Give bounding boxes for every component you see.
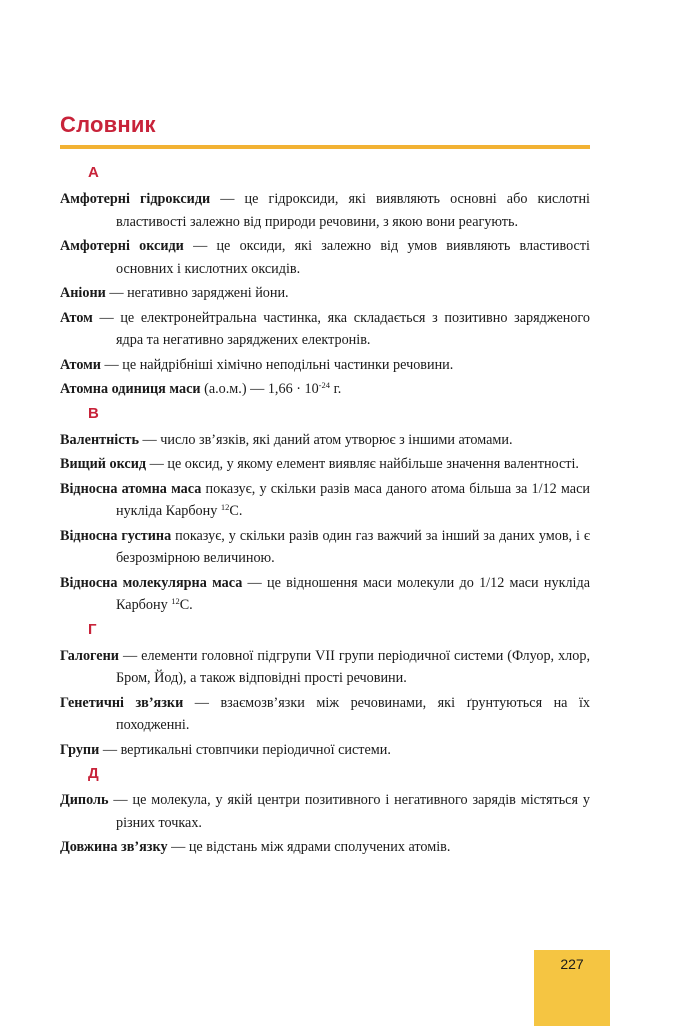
glossary-entry [60,645,590,690]
glossary-entry [60,354,590,377]
glossary-entry [60,692,590,737]
glossary-entry [60,235,590,280]
entry-definition: показує, у скільки разів один газ важчий за інший за даних умов, і є безрозмірною величиною. [116,527,590,566]
glossary-entry [60,836,590,859]
entry-term: Атоми [60,356,101,373]
entry-definition: — це оксиди, які залежно від умов виявляють властивості основних і кислотних оксидів. [116,238,590,277]
glossary-entry [60,307,590,352]
superscript: -24 [318,380,331,390]
glossary-entry [60,188,590,233]
entry-definition-tail: С. [179,597,193,613]
glossary-entry [60,282,590,305]
entry-term: Групи [60,741,100,758]
entry-definition-tail: С. [229,503,243,519]
entry-definition: — вертикальні стовпчики періодичної системи. [99,741,391,758]
entry-definition: — це молекула, у якій центри позитивного і негативного зарядів містяться у різних точках. [108,792,590,831]
entry-term: Диполь [60,792,109,808]
section-letter: В [88,404,99,422]
entry-term: Аніони [60,285,106,301]
glossary-entry [60,739,590,762]
section-letter: Г [88,620,97,638]
glossary-entry [60,789,590,834]
entry-definition: — негативно заряджені йони. [105,285,289,301]
entry-definition: — взаємозв’язки між речовинами, які ґрунтуються на їх походженні. [116,694,591,733]
page-number-tab [534,950,610,1026]
title-underline [60,145,590,149]
entry-term: Відносна атомна маса [60,480,202,497]
entry-term: Амфотерні гідроксиди [60,191,211,207]
entry-term: Атомна одиниця маси [60,381,201,397]
entry-definition: — це електронейтральна частинка, яка складається з позитивно зарядженого ядра та негативно заряджених електронів. [92,309,590,348]
glossary-content [60,160,590,861]
entry-term: Валентність [60,431,139,448]
entry-term: Довжина зв’язку [60,839,168,855]
entry-definition: — це відстань між ядрами сполучених атомів. [167,839,451,855]
entry-term: Відносна молекулярна маса [60,574,243,591]
entry-definition-tail: г. [330,381,342,397]
entry-term: Амфотерні оксиди [60,238,184,254]
page-number: 227 [560,956,584,972]
entry-term: Атом [60,309,93,326]
entry-definition: — це оксид, у якому елемент виявляє найбільше значення валентності. [146,456,579,472]
entry-definition: — це відношення маси молекули до 1/12 маси нукліда Карбону [116,574,590,613]
glossary-entry [60,429,590,452]
entry-definition: — елементи головної підгрупи VII групи періодичної системи (Флуор, хлор, Бром, Йод), а також відповідні прості речовини. [116,647,590,686]
entry-term: Відносна густина [60,527,172,544]
glossary-entry [60,572,590,617]
section-letter: А [88,164,99,181]
entry-term: Генетичні зв’язки [60,694,184,711]
superscript: 12 [220,502,230,512]
entry-term: Вищий оксид [60,456,147,472]
page-title: Словник [60,112,156,137]
superscript: 12 [171,596,180,606]
entry-definition: показує, у скільки разів маса даного атома більша за 1/12 маси нукліда Карбону [116,480,590,519]
entry-definition: (а.о.м.) — 1,66 · 10 [200,381,319,397]
entry-term: Галогени [60,647,119,664]
section-letter: Д [88,765,99,782]
entry-definition: — це гідроксиди, які виявляють основні або кислотні властивості залежно від природи речовини, з якою вони реагують. [116,191,590,230]
entry-definition: — це найдрібніші хімічно неподільні частинки речовини. [100,356,454,373]
glossary-entry [60,478,590,523]
glossary-entry [60,453,590,476]
glossary-entry [60,525,590,570]
glossary-entry [60,378,590,401]
entry-definition: — число зв’язків, які даний атом утворює з іншими атомами. [138,431,513,448]
